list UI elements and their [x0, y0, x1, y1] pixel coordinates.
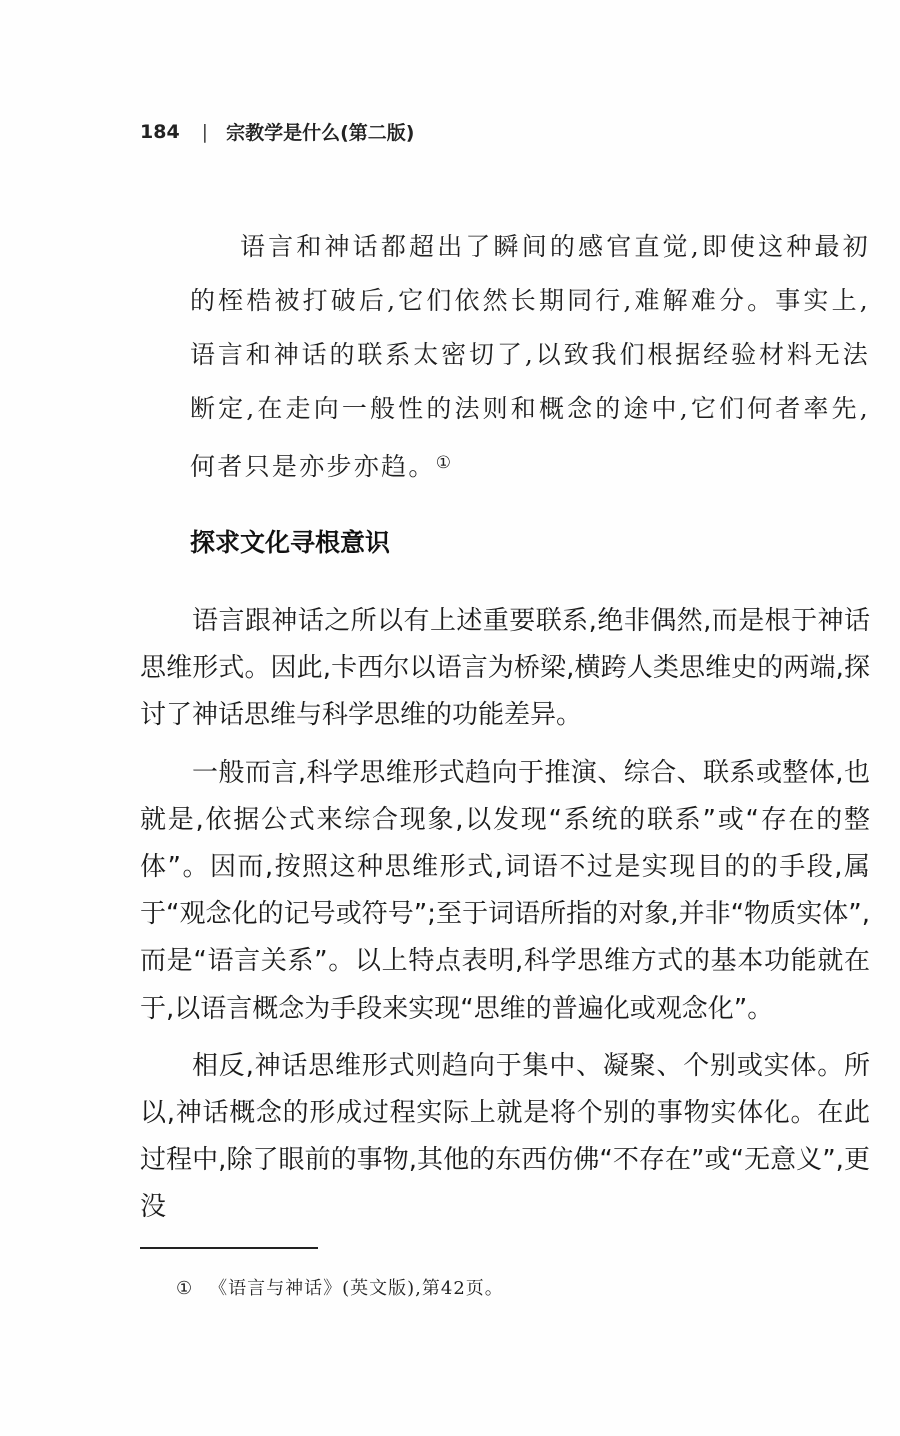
- header-separator: |: [201, 120, 209, 143]
- body-text: [140, 598, 870, 1242]
- paragraph: 语言跟神话之所以有上述重要联系,绝非偶然,而是根于神话思维形式。因此,卡西尔以语言为桥梁,横跨人类思维史的两端,探讨了神话思维与科学思维的功能差异。: [140, 606, 870, 731]
- book-title: 宗教学是什么(第二版): [226, 122, 415, 144]
- footnote-mark: ①: [176, 1278, 194, 1299]
- footnote: [176, 1274, 504, 1300]
- page-number: 184: [140, 120, 180, 143]
- block-quote: [190, 220, 870, 494]
- quote-footnote-mark: ①: [435, 453, 451, 473]
- paragraph: 一般而言,科学思维形式趋向于推演、综合、联系或整体,也就是,依据公式来综合现象,以发现“系统的联系”或“存在的整体”。因而,按照这种思维形式,词语不过是实现目的的手段,属于“观念化的记号或符号”;至于词语所指的对象,并非“物质实体”,而是“语言关系”。以上特点表明,科学思维方式的基本功能就在于,以语言概念为手段来实现“思维的普遍化或观念化”。: [140, 757, 870, 1024]
- footnote-divider: [140, 1247, 318, 1249]
- paragraph: 相反,神话思维形式则趋向于集中、凝聚、个别或实体。所以,神话概念的形成过程实际上就是将个别的事物实体化。在此过程中,除了眼前的事物,其他的东西仿佛“不存在”或“无意义”,更没: [140, 1050, 870, 1223]
- footnote-text: 《语言与神话》(英文版),第42页。: [209, 1278, 504, 1299]
- running-header: [140, 118, 414, 145]
- quote-text: 语言和神话都超出了瞬间的感官直觉,即使这种最初的桎梏被打破后,它们依然长期同行,难解难分。事实上,语言和神话的联系太密切了,以致我们根据经验材料无法断定,在走向一般性的法则和概念的途中,它们何者率先,何者只是亦步亦趋。: [190, 232, 870, 481]
- section-title: 探求文化寻根意识: [190, 528, 391, 557]
